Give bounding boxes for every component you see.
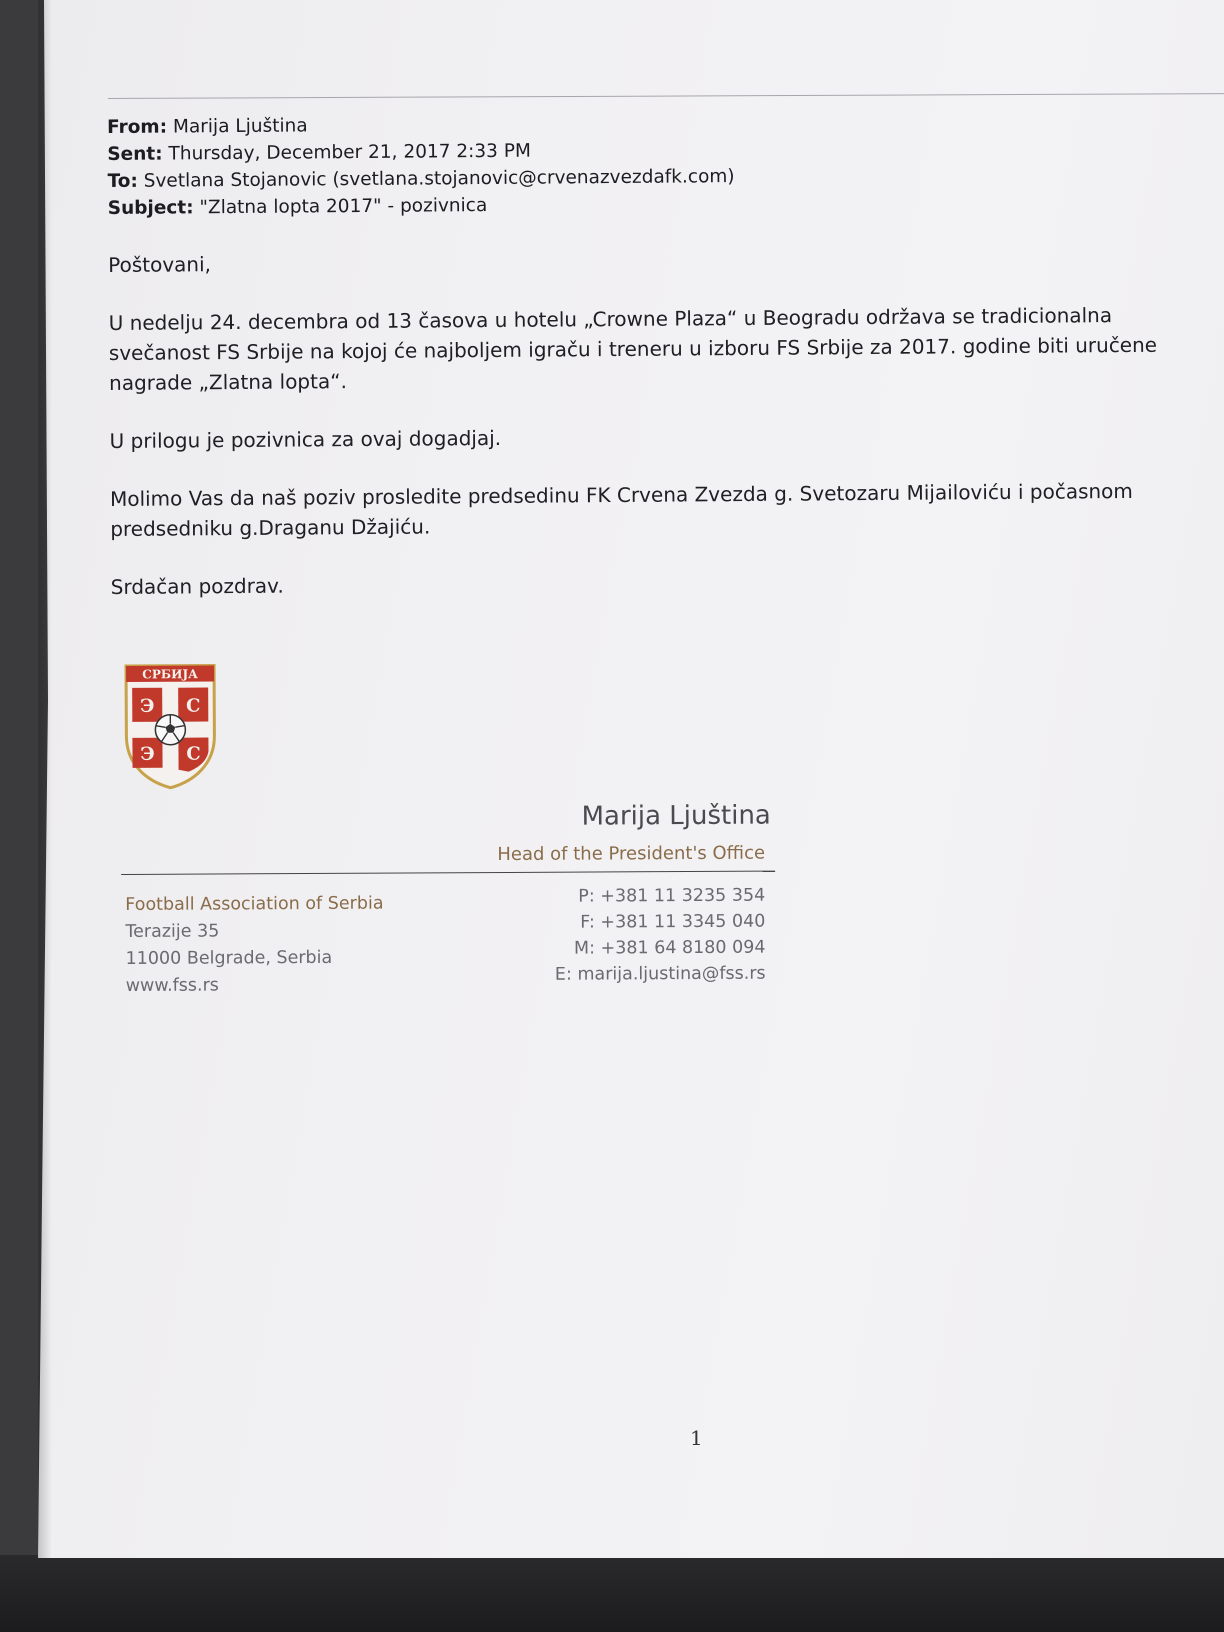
from-label: From: xyxy=(107,116,168,138)
signature-address xyxy=(125,891,384,1000)
email-body xyxy=(108,241,1211,602)
signature-phone: P: +381 11 3235 354 xyxy=(578,885,766,907)
closing: Srdačan pozdrav. xyxy=(110,573,284,599)
body-paragraph-2: U prilogu je pozivnica za ovaj dogadjaj. xyxy=(109,425,502,453)
signature-name: Marija Ljuština xyxy=(581,800,771,832)
signature-mobile: M: +381 64 8180 094 xyxy=(573,937,766,959)
signature-city: 11000 Belgrade, Serbia xyxy=(125,947,333,969)
signature-divider xyxy=(121,871,775,875)
sent-value: Thursday, December 21, 2017 2:33 PM xyxy=(168,140,531,165)
signature-contacts xyxy=(554,883,765,988)
signature-web[interactable]: www.fss.rs xyxy=(125,975,219,996)
to-label: To: xyxy=(107,170,138,192)
signature-org: Football Association of Serbia xyxy=(125,893,384,915)
signature-street: Terazije 35 xyxy=(125,921,220,942)
email-printout xyxy=(107,105,1211,630)
page-number: 1 xyxy=(690,1426,703,1450)
email-signature xyxy=(120,657,782,1020)
signature-title: Head of the President's Office xyxy=(497,842,766,866)
body-paragraph-3: Molimo Vas da naš poziv prosledite predsedinu FK Crvena Zvezda g. Svetozaru Mijailoviću i počasnom predsedniku g.Draganu Džajiću. xyxy=(109,478,1133,541)
to-value: Svetlana Stojanovic (svetlana.stojanovic@crvenazvezdafk.com) xyxy=(143,166,735,192)
signature-fax: F: +381 11 3345 040 xyxy=(580,911,766,933)
from-value: Marija Ljuština xyxy=(172,115,308,138)
fss-crest-logo xyxy=(122,661,219,790)
svg-text:С: С xyxy=(186,695,201,717)
svg-text:С: С xyxy=(186,743,201,765)
signature-email[interactable]: E: marija.ljustina@fss.rs xyxy=(554,963,766,985)
svg-text:Э: Э xyxy=(140,743,155,765)
subject-label: Subject: xyxy=(107,197,194,219)
page-edge-shadow xyxy=(38,0,52,1558)
crest-lettering: СРБИЈА xyxy=(142,667,198,682)
greeting: Poštovani, xyxy=(108,252,212,277)
sent-label: Sent: xyxy=(107,143,163,165)
subject-value: "Zlatna lopta 2017" - pozivnica xyxy=(199,195,488,219)
svg-text:Э: Э xyxy=(140,695,155,717)
body-paragraph-1: U nedelju 24. decembra od 13 časova u hotelu „Crowne Plaza“ u Beogradu održava se tradicionalna svečanost FS Srbije na kojoj će najboljem igraču i treneru u izboru FS Srbije za 2017. godine biti uručene nagrade „Zlatna lopta“. xyxy=(108,303,1158,395)
desk-background xyxy=(0,1555,1224,1632)
